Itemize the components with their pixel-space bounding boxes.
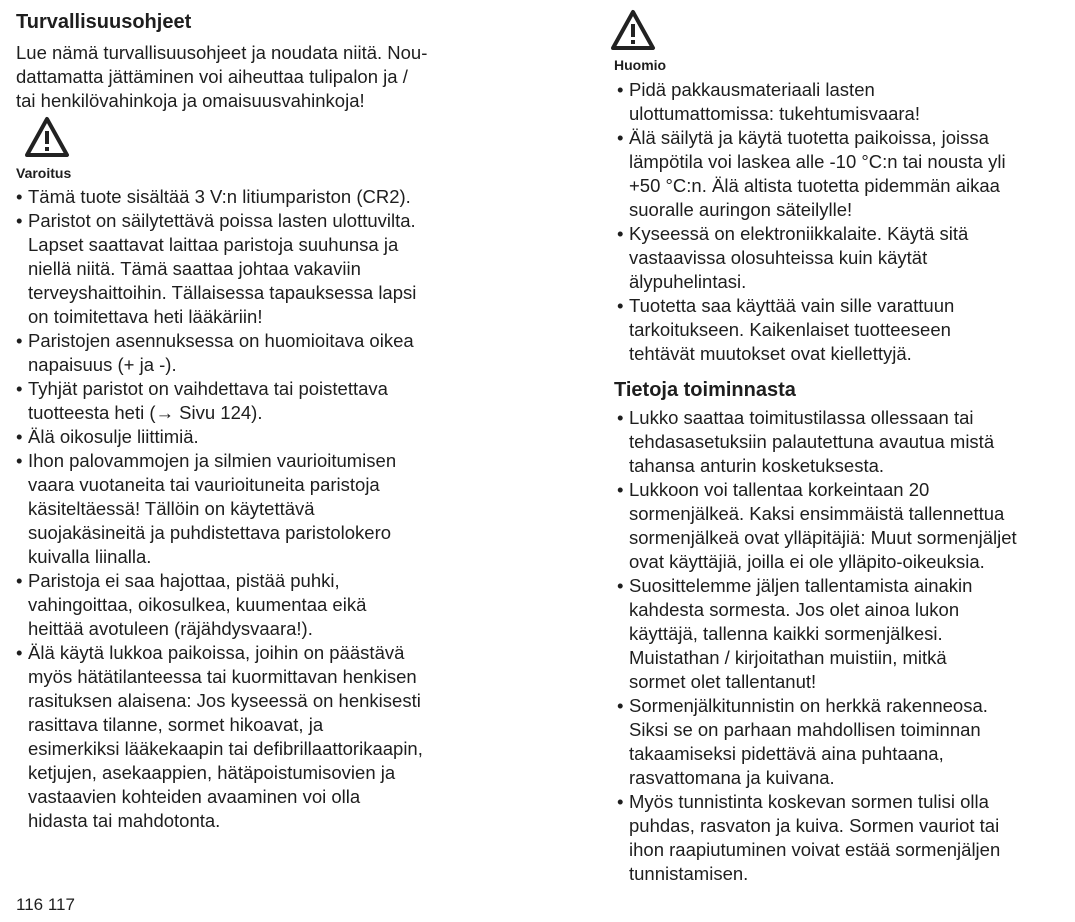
bullet: • <box>617 127 624 148</box>
bullet: • <box>617 79 624 100</box>
bullet: • <box>16 330 23 351</box>
list-item-text: Tämä tuote sisältää 3 V:n litiumpariston (CR2). <box>28 186 411 207</box>
list-item-text: Älä käytä lukkoa paikoissa, joihin on päästävä myös hätätilanteessa tai kuormittavan henkisen rasituksen alaisena: Jos kyseessä on henkisesti rasittava tilanne, sormet hikoavat, ja esimerkiksi lääkekaapin tai defibrillaattorikaapin, ketjujen, asekaappien, hätäpoistumisovien ja vastaavien kohteiden avaaminen voi olla hidasta tai mahdotonta. <box>28 642 423 831</box>
list-item-text: Myös tunnistinta koskevan sormen tulisi olla puhdas, rasvaton ja kuiva. Sormen vauriot tai ihon raapiutuminen voivat estää sormenjäljen tunnistamisen. <box>629 791 1001 884</box>
bullet: • <box>617 295 624 316</box>
list-item <box>617 126 1006 222</box>
list-item <box>617 574 1017 694</box>
intro-paragraph: Lue nämä turvallisuusohjeet ja noudata niitä. Nou- dattamatta jättäminen voi aiheuttaa tulipalon ja / tai henkilövahinkoja ja omaisuusvahinkoja! <box>16 42 428 111</box>
caution-list <box>617 78 1006 366</box>
list-item <box>16 641 423 833</box>
list-item-text: Tyhjät paristot on vaihdettava tai poistettava tuotteesta heti (→ Sivu 124). <box>28 378 388 423</box>
bullet: • <box>617 479 624 500</box>
list-item <box>16 449 423 569</box>
list-item-text: Kyseessä on elektroniikkalaite. Käytä sitä vastaavissa olosuhteissa kuin käytät älypuhelintasi. <box>629 223 969 292</box>
bullet: • <box>617 223 624 244</box>
list-item <box>617 222 1006 294</box>
info-list <box>617 406 1017 886</box>
bullet: • <box>617 695 624 716</box>
list-item-text: Suosittelemme jäljen tallentamista ainakin kahdesta sormesta. Jos olet ainoa lukon käyttäjä, tallenna kaikki sormenjälkesi. Muistathan / kirjoitathan muistiin, mitkä sormet olet tallentanut! <box>629 575 973 692</box>
list-item <box>16 209 423 329</box>
list-item-text: Lukko saattaa toimitustilassa ollessaan tai tehdasasetuksiin palautettuna avautua mistä tahansa anturin kosketuksesta. <box>629 407 995 476</box>
bullet: • <box>16 210 23 231</box>
bullet: • <box>617 407 624 428</box>
list-item-text: Älä oikosulje liittimiä. <box>28 426 199 447</box>
warning-triangle-icon <box>610 9 656 51</box>
warning-triangle-icon <box>24 116 70 158</box>
list-item <box>16 185 423 209</box>
caution-label: Huomio <box>614 57 667 73</box>
list-item <box>617 790 1017 886</box>
warning-label: Varoitus <box>16 165 72 181</box>
list-item-text: Älä säilytä ja käytä tuotetta paikoissa, joissa lämpötila voi laskea alle -10 °C:n tai nousta yli +50 °C:n. Älä altista tuotetta pidemmän aikaa suoralle auringon säteilylle! <box>629 127 1006 220</box>
list-item <box>617 294 1006 366</box>
list-item <box>617 406 1017 478</box>
list-item-text: Paristojen asennuksessa on huomioitava oikea napaisuus (+ ja -). <box>28 330 414 375</box>
list-item-text: Paristoja ei saa hajottaa, pistää puhki, vahingoittaa, oikosulkea, kuumentaa eikä heittää avotuleen (räjähdysvaara!). <box>28 570 367 639</box>
list-item-text: Pidä pakkausmateriaali lasten ulottumattomissa: tukehtumisvaara! <box>629 79 920 124</box>
bullet: • <box>617 575 624 596</box>
bullet: • <box>16 570 23 591</box>
bullet: • <box>16 642 23 663</box>
section-title: Turvallisuusohjeet <box>16 11 192 33</box>
list-item-text: Sormenjälkitunnistin on herkkä rakenneosa. Siksi se on parhaan mahdollisen toiminnan takaamiseksi pidettävä aina puhtaana, rasvattomana ja kuivana. <box>629 695 988 788</box>
list-item <box>617 694 1017 790</box>
list-item-text: Tuotetta saa käyttää vain sille varattuun tarkoitukseen. Kaikenlaiset tuotteeseen tehtävät muutokset ovat kiellettyjä. <box>629 295 955 364</box>
list-item <box>16 425 423 449</box>
bullet: • <box>16 450 23 471</box>
bullet: • <box>16 186 23 207</box>
list-item <box>16 329 423 377</box>
warning-list <box>16 185 423 833</box>
bullet: • <box>16 378 23 399</box>
page-numbers: 116 117 <box>16 895 75 914</box>
bullet: • <box>16 426 23 447</box>
list-item <box>16 377 423 425</box>
bullet: • <box>617 791 624 812</box>
list-item-text: Paristot on säilytettävä poissa lasten ulottuvilta. Lapset saattavat laittaa paristoja suuhunsa ja niellä niitä. Tämä saattaa johtaa vakaviin terveyshaittoihin. Tällaisessa tapauksessa lapsi on toimitettava heti lääkäriin! <box>28 210 417 327</box>
info-title: Tietoja toiminnasta <box>614 379 796 401</box>
list-item <box>617 78 1006 126</box>
list-item-text: Ihon palovammojen ja silmien vaurioitumisen vaara vuotaneita tai vaurioituneita paristoja käsiteltäessä! Tällöin on käytettävä suojakäsineitä ja puhdistettava paristolokero kuivalla liinalla. <box>28 450 397 567</box>
list-item <box>16 569 423 641</box>
list-item-text: Lukkoon voi tallentaa korkeintaan 20 sormenjälkeä. Kaksi ensimmäistä tallennettua sormenjälkeä ovat ylläpitäjiä: Muut sormenjäljet ovat käyttäjiä, joilla ei ole ylläpito-oikeuksia. <box>629 479 1017 572</box>
list-item <box>617 478 1017 574</box>
